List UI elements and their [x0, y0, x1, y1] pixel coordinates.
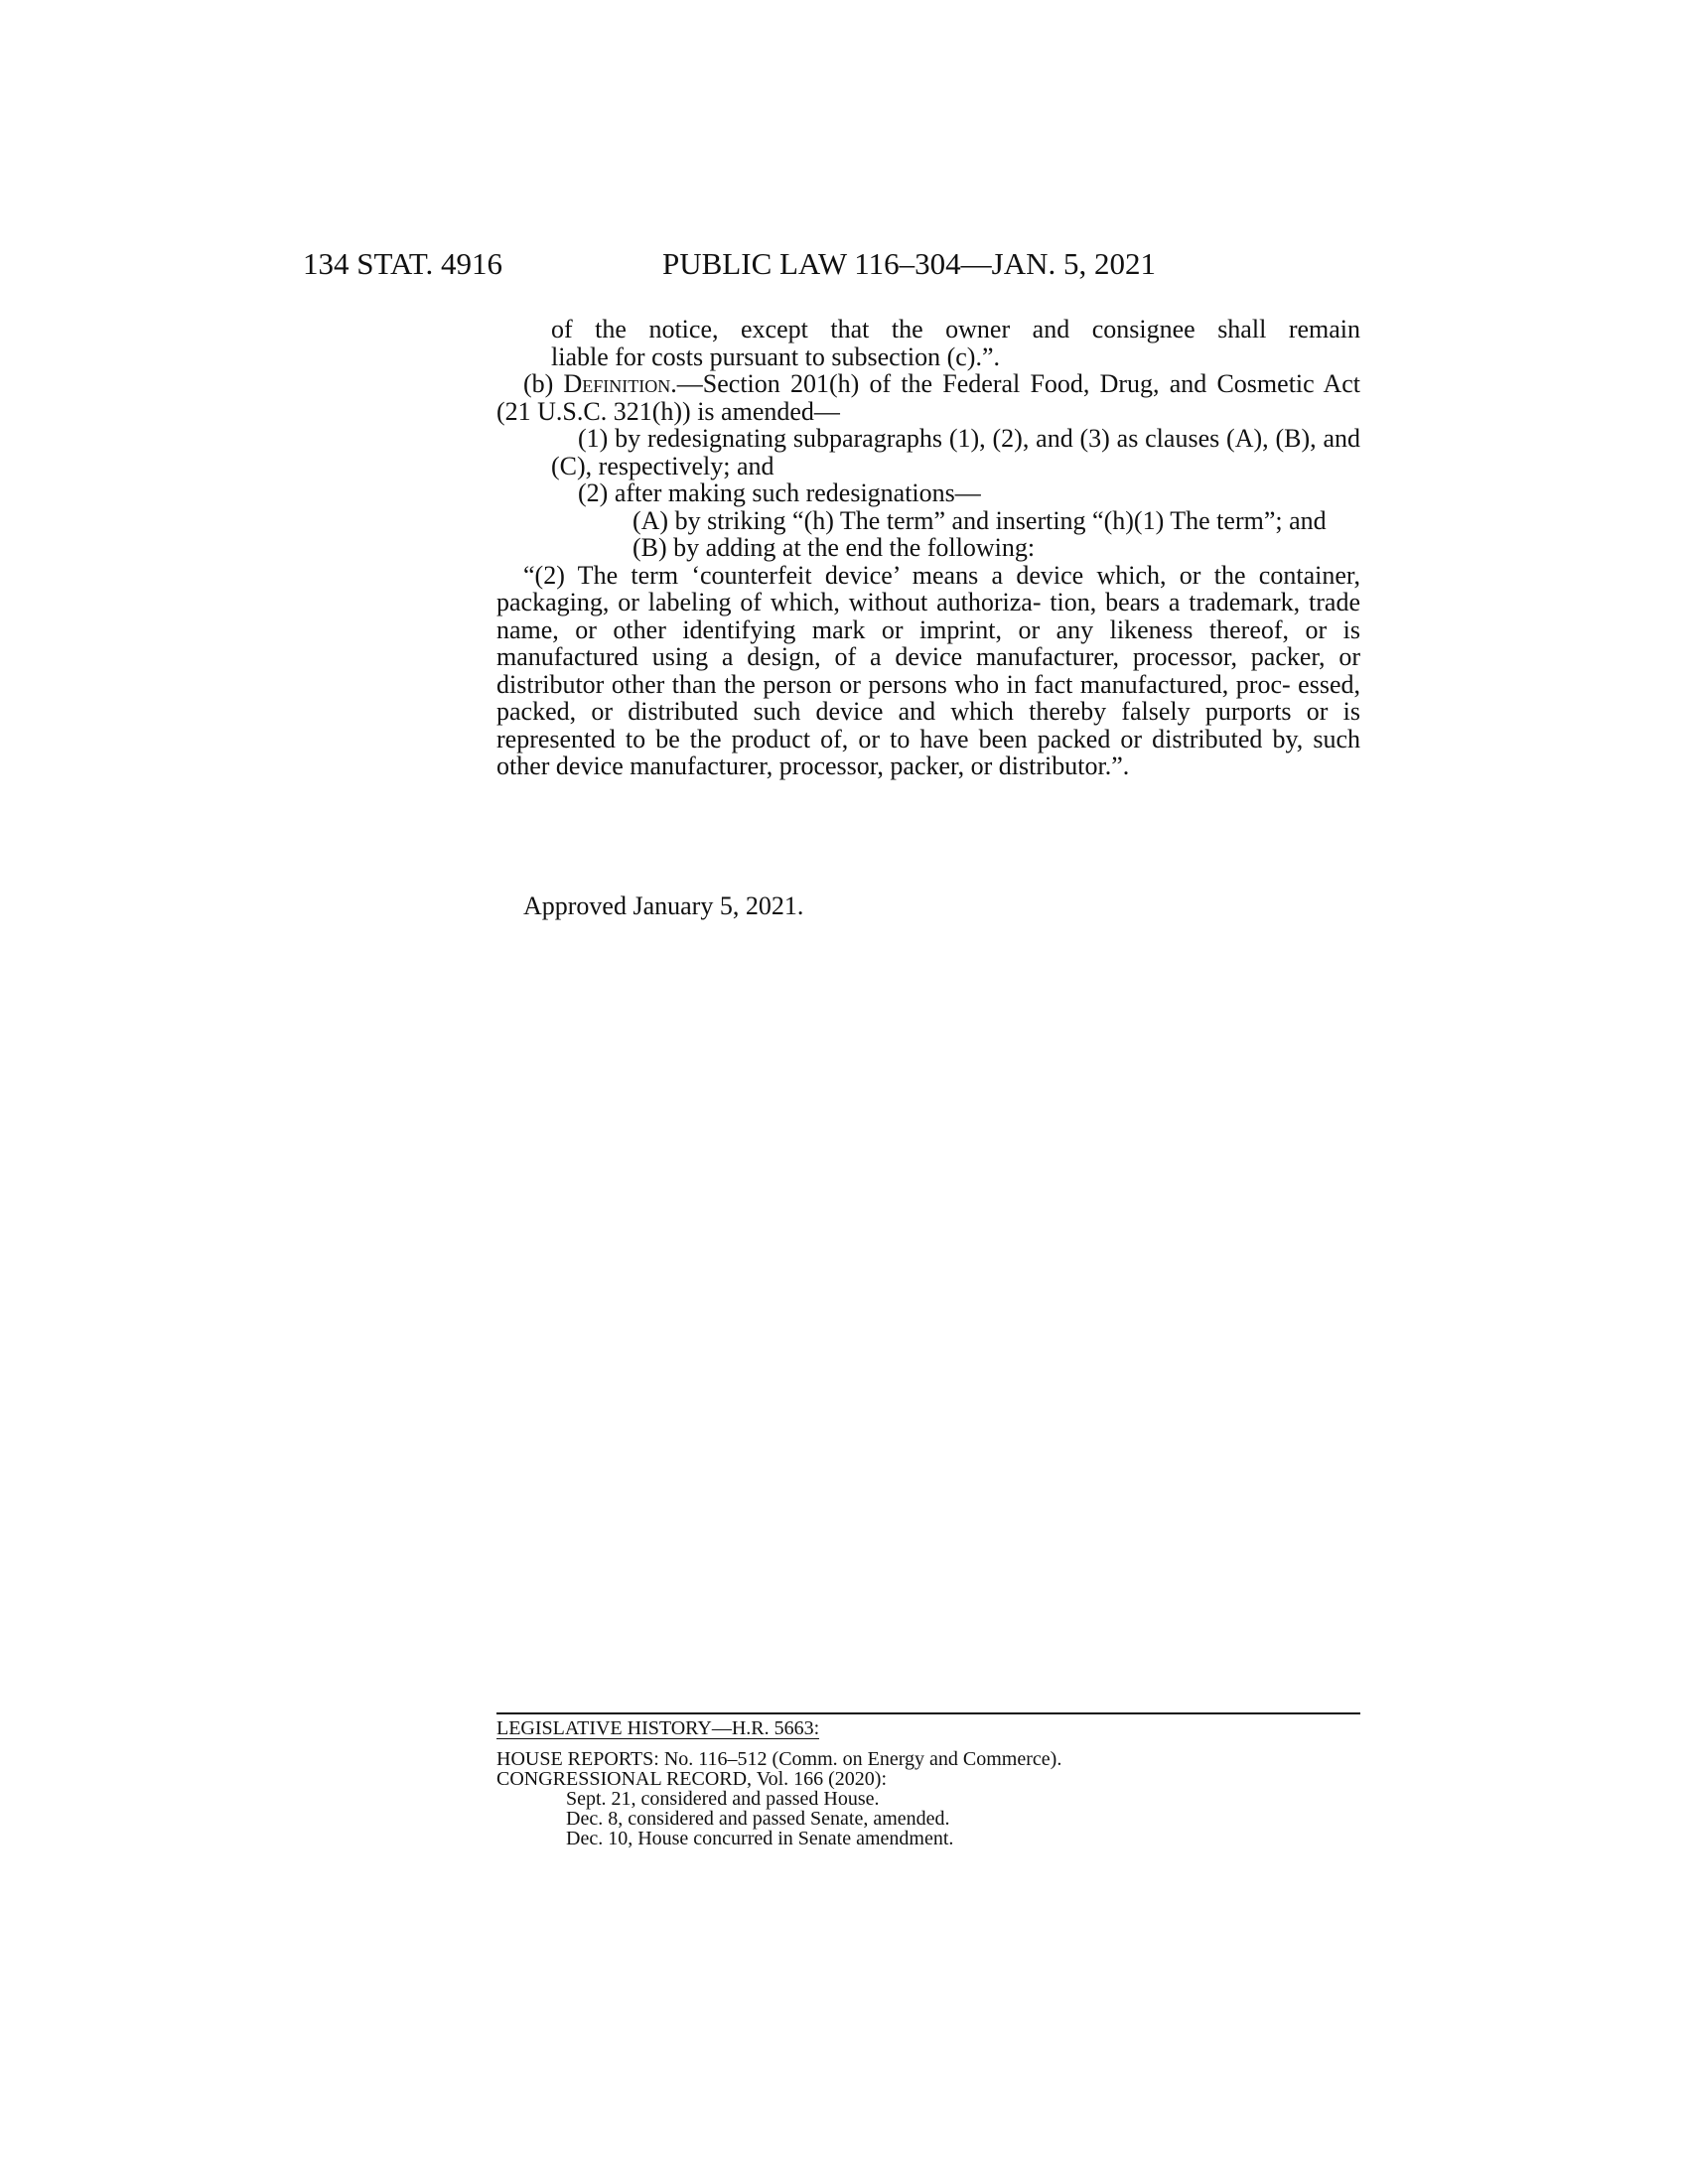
- congressional-record: CONGRESSIONAL RECORD, Vol. 166 (2020):: [496, 1768, 887, 1790]
- action-item: Sept. 21, considered and passed House.: [566, 1788, 880, 1810]
- continuation-line-1: of the notice, except that the owner and consignee shall remain: [551, 315, 1360, 343]
- subsection-b: [496, 370, 1360, 425]
- subsection-b-prefix: (b): [523, 369, 564, 398]
- approval-date: Approved January 5, 2021.: [523, 891, 804, 920]
- subsection-b-heading: Definition: [563, 369, 671, 398]
- legislative-history-title: [496, 1718, 1360, 1739]
- paragraph-1: (1) by redesignating subparagraphs (1), (2), and (3) as clauses (A), (B), and (C), respectively; and: [551, 424, 1360, 480]
- statute-body: [496, 316, 1360, 780]
- footer-rule: [496, 1712, 1360, 1714]
- quoted-definition: “(2) The term ‘counterfeit device’ means a device which, or the container, packaging, or labeling of which, without authoriza- tion, bears a trademark, trade name, or other identifying mark or imprint, or any likeness thereof, or is manufactured using a design, of a device manufacturer, processor, packer, or distributor other than the person or persons who in fact manufactured, proc- essed, packed, or distributed such device and which thereby falsely purports or is represented to be the product of, or to have been packed or distributed by, such other device manufacturer, processor, packer, or distributor.”.: [496, 560, 1360, 780]
- legislative-history: [496, 1712, 1360, 1848]
- legislative-history-title-text: LEGISLATIVE HISTORY—H.R. 5663:: [496, 1717, 820, 1739]
- subparagraph-b: (B) by adding at the end the following:: [633, 533, 1036, 562]
- action-item: Dec. 10, House concurred in Senate amendment.: [566, 1828, 954, 1849]
- public-law-header: PUBLIC LAW 116–304—JAN. 5, 2021: [662, 246, 1156, 281]
- subsection-b-text: .—Section 201(h) of the Federal Food, Drug, and Cosmetic Act (21 U.S.C. 321(h)) is amended—: [496, 369, 1360, 426]
- statute-page-number: 134 STAT. 4916: [303, 246, 503, 281]
- subparagraph-a: (A) by striking “(h) The term” and inserting “(h)(1) The term”; and: [633, 505, 1327, 535]
- action-item: Dec. 8, considered and passed Senate, amended.: [566, 1808, 950, 1830]
- paragraph-2: (2) after making such redesignations—: [578, 478, 981, 507]
- house-reports: HOUSE REPORTS: No. 116–512 (Comm. on Energy and Commerce).: [496, 1748, 1062, 1770]
- continuation-line-2: liable for costs pursuant to subsection (c).”.: [551, 341, 1000, 371]
